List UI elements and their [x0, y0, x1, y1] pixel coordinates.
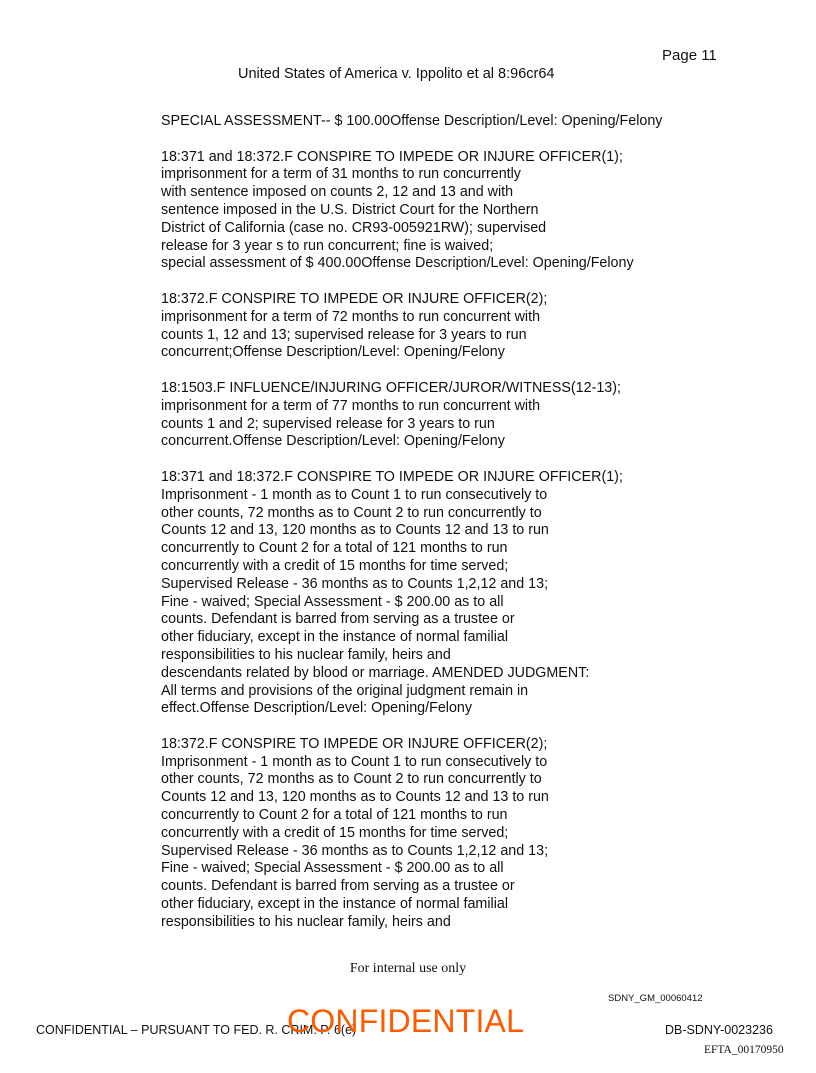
- text-line: Fine - waived; Special Assessment - $ 200.00 as to all: [161, 860, 504, 877]
- text-line: other counts, 72 months as to Count 2 to run concurrently to: [161, 504, 542, 521]
- text-line: concurrently with a credit of 15 months for time served;: [161, 557, 509, 574]
- bates-number-sdny-gm: SDNY_GM_00060412: [608, 993, 703, 1004]
- text-line: concurrently to Count 2 for a total of 121 months to run: [161, 540, 508, 557]
- text-line: imprisonment for a term of 31 months to run concurrently: [161, 166, 521, 183]
- confidential-notice: CONFIDENTIAL – PURSUANT TO FED. R. CRIM. P. 6(e): [36, 1023, 357, 1037]
- text-line: sentence imposed in the U.S. District Court for the Northern: [161, 201, 539, 218]
- paragraph: [161, 380, 761, 451]
- text-line: concurrent;Offense Description/Level: Opening/Felony: [161, 344, 505, 361]
- text-line: imprisonment for a term of 77 months to run concurrent with: [161, 397, 541, 414]
- text-line: concurrently with a credit of 15 months for time served;: [161, 824, 509, 841]
- text-line: 18:372.F CONSPIRE TO IMPEDE OR INJURE OFFICER(2);: [161, 290, 548, 307]
- text-line: counts 1, 12 and 13; supervised release for 3 years to run: [161, 326, 527, 343]
- case-title: United States of America v. Ippolito et al 8:96cr64: [238, 66, 555, 82]
- paragraph: [161, 469, 761, 718]
- paragraph: [161, 149, 761, 274]
- text-line: counts 1 and 2; supervised release for 3 years to run: [161, 415, 495, 432]
- text-line: Fine - waived; Special Assessment - $ 200.00 as to all: [161, 593, 504, 610]
- text-line: District of California (case no. CR93-005921RW); supervised: [161, 219, 547, 236]
- text-line: Supervised Release - 36 months as to Counts 1,2,12 and 13;: [161, 842, 549, 859]
- text-line: with sentence imposed on counts 2, 12 and 13 and with: [161, 184, 514, 201]
- body-text: [161, 113, 761, 949]
- text-line: counts. Defendant is barred from serving as a trustee or: [161, 611, 515, 628]
- text-line: counts. Defendant is barred from serving as a trustee or: [161, 878, 515, 895]
- page-number: Page 11: [662, 47, 717, 64]
- text-line: SPECIAL ASSESSMENT-- $ 100.00Offense Description/Level: Opening/Felony: [161, 113, 663, 129]
- text-line: responsibilities to his nuclear family, heirs and: [161, 646, 451, 663]
- text-line: Imprisonment - 1 month as to Count 1 to run consecutively to: [161, 753, 548, 770]
- paragraph: [161, 113, 761, 131]
- text-line: 18:371 and 18:372.F CONSPIRE TO IMPEDE OR INJURE OFFICER(1);: [161, 468, 623, 485]
- text-line: other fiduciary, except in the instance of normal familial: [161, 896, 508, 913]
- text-line: Imprisonment - 1 month as to Count 1 to run consecutively to: [161, 486, 548, 503]
- text-line: other counts, 72 months as to Count 2 to run concurrently to: [161, 771, 542, 788]
- internal-use-note: For internal use only: [349, 961, 467, 976]
- paragraph: [161, 291, 761, 362]
- text-line: All terms and provisions of the original judgment remain in: [161, 682, 529, 699]
- text-line: effect.Offense Description/Level: Opening/Felony: [161, 700, 473, 717]
- text-line: 18:1503.F INFLUENCE/INJURING OFFICER/JUROR/WITNESS(12-13);: [161, 379, 621, 396]
- text-line: concurrent.Offense Description/Level: Opening/Felony: [161, 433, 505, 450]
- text-line: concurrently to Count 2 for a total of 121 months to run: [161, 807, 508, 824]
- paragraph: [161, 736, 761, 932]
- text-line: 18:371 and 18:372.F CONSPIRE TO IMPEDE OR INJURE OFFICER(1);: [161, 148, 623, 165]
- text-line: descendants related by blood or marriage. AMENDED JUDGMENT:: [161, 664, 590, 681]
- text-line: Counts 12 and 13, 120 months as to Counts 12 and 13 to run: [161, 522, 549, 539]
- text-line: other fiduciary, except in the instance of normal familial: [161, 629, 508, 646]
- bates-number-db-sdny: DB-SDNY-0023236: [665, 1023, 773, 1037]
- confidential-stamp: CONFIDENTIAL: [287, 1003, 525, 1039]
- text-line: Supervised Release - 36 months as to Counts 1,2,12 and 13;: [161, 575, 549, 592]
- text-line: Counts 12 and 13, 120 months as to Counts 12 and 13 to run: [161, 789, 549, 806]
- text-line: 18:372.F CONSPIRE TO IMPEDE OR INJURE OFFICER(2);: [161, 735, 548, 752]
- text-line: release for 3 year s to run concurrent; fine is waived;: [161, 237, 494, 254]
- efta-number: EFTA_00170950: [704, 1044, 784, 1056]
- text-line: responsibilities to his nuclear family, heirs and: [161, 913, 451, 930]
- text-line: special assessment of $ 400.00Offense Description/Level: Opening/Felony: [161, 255, 634, 272]
- text-line: imprisonment for a term of 72 months to run concurrent with: [161, 308, 541, 325]
